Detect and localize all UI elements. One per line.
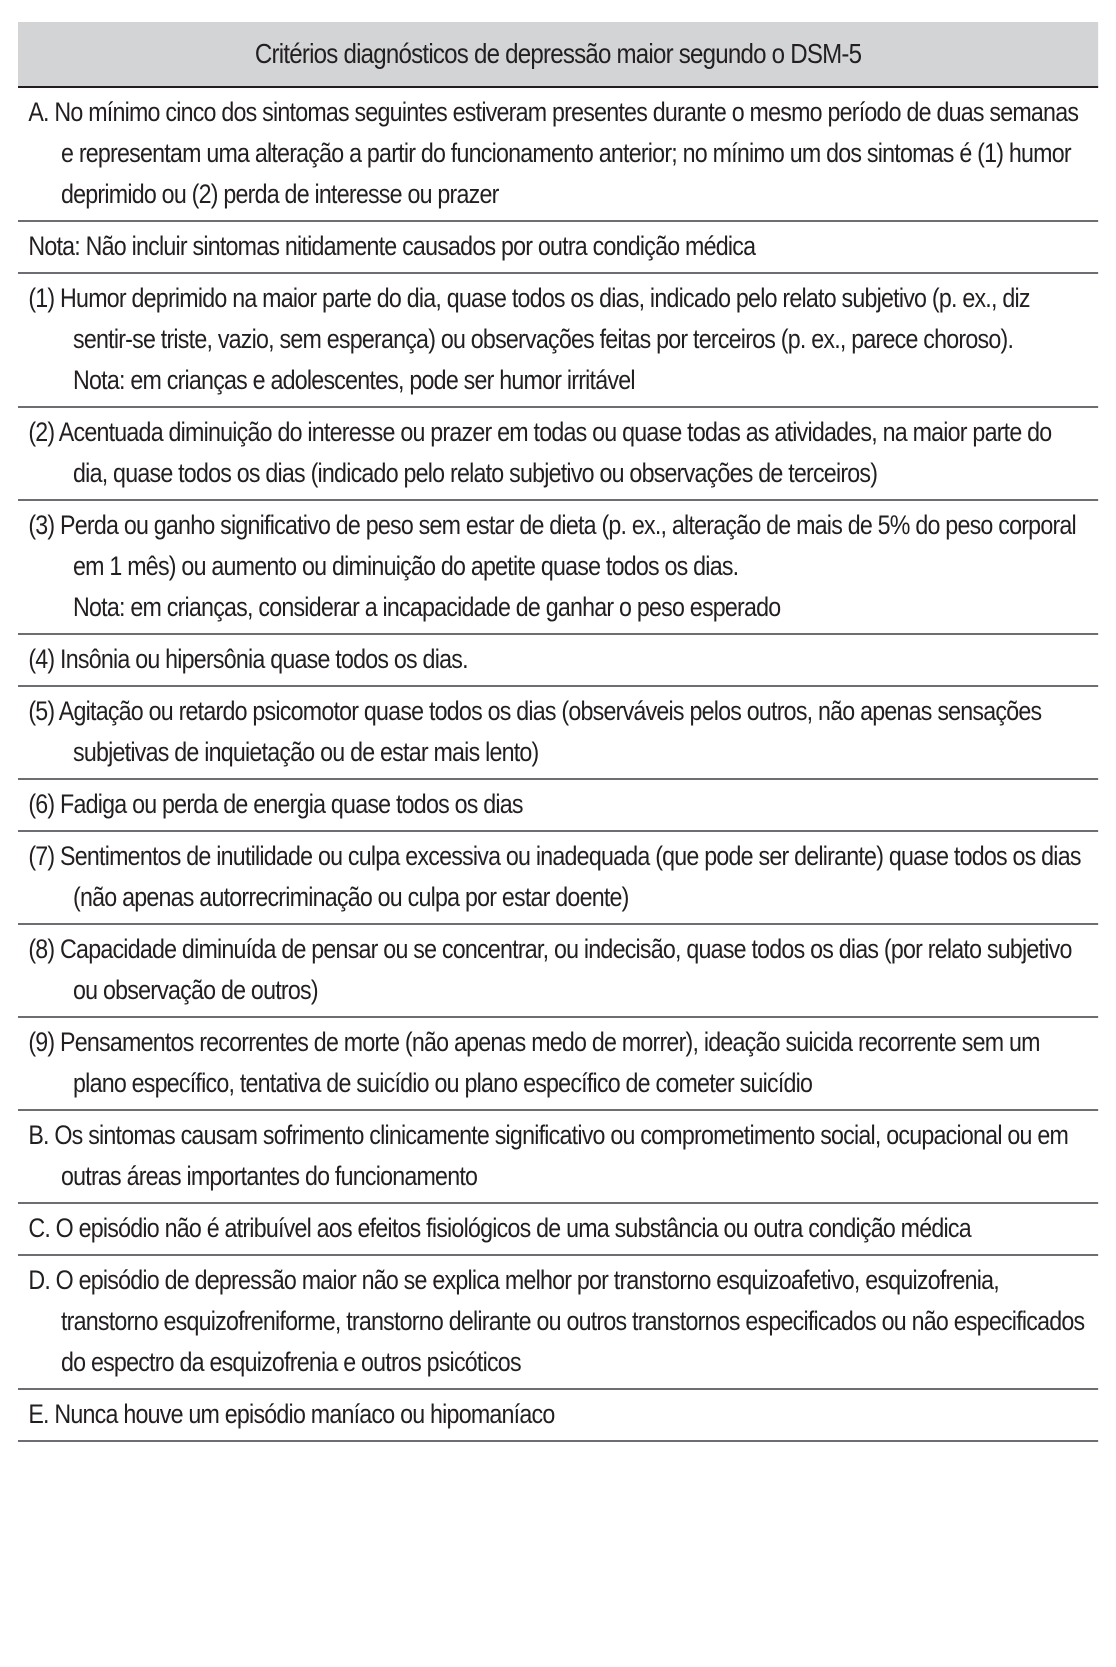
- criterion-b-row: [18, 1111, 1098, 1204]
- table-title: Critérios diagnósticos de depressão maior segundo o DSM-5: [18, 22, 1098, 88]
- symptom-1-text: (1) Humor deprimido na maior parte do dia, quase todos os dias, indicado pelo relato subjetivo (p. ex., diz sentir-se triste, vazio, sem esperança) ou observações feitas por terceiros (p. ex., parece choroso).: [28, 283, 1030, 354]
- symptom-7-text: (7) Sentimentos de inutilidade ou culpa excessiva ou inadequada (que pode ser delirante) quase todos os dias (não apenas autorrecriminação ou culpa por estar doente): [28, 841, 1081, 912]
- symptom-1-note: Nota: em crianças e adolescentes, pode ser humor irritável: [73, 365, 635, 395]
- criterion-c-row: [18, 1204, 1098, 1256]
- symptom-4-text: (4) Insônia ou hipersônia quase todos os dias.: [28, 644, 468, 674]
- criterion-e-row: [18, 1390, 1098, 1442]
- symptom-7-row: [18, 832, 1098, 925]
- criterion-e-text: E. Nunca houve um episódio maníaco ou hipomaníaco: [28, 1399, 555, 1429]
- criterion-c-text: C. O episódio não é atribuível aos efeitos fisiológicos de uma substância ou outra condição médica: [28, 1213, 971, 1243]
- symptom-2-row: [18, 408, 1098, 501]
- symptom-5-row: [18, 687, 1098, 780]
- criterion-b-text: B. Os sintomas causam sofrimento clinicamente significativo ou comprometimento social, ocupacional ou em outras áreas importantes do funcionamento: [28, 1120, 1069, 1191]
- symptom-3-text: (3) Perda ou ganho significativo de peso sem estar de dieta (p. ex., alteração de mais de 5% do peso corporal em 1 mês) ou aumento ou diminuição do apetite quase todos os dias.: [28, 510, 1076, 581]
- criteria-table: [18, 22, 1098, 1442]
- symptom-1-row: [18, 274, 1098, 408]
- symptom-2-text: (2) Acentuada diminuição do interesse ou prazer em todas ou quase todas as atividades, na maior parte do dia, quase todos os dias (indicado pelo relato subjetivo ou observações de terceiros): [28, 417, 1052, 488]
- criterion-d-text: D. O episódio de depressão maior não se explica melhor por transtorno esquizoafetivo, esquizofrenia, transtorno esquizofreniforme, transtorno delirante ou outros transtornos especificados ou não especificados do espectro da esquizofrenia e outros psicóticos: [28, 1265, 1085, 1377]
- symptom-8-text: (8) Capacidade diminuída de pensar ou se concentrar, ou indecisão, quase todos os dias (por relato subjetivo ou observação de outros): [28, 934, 1072, 1005]
- criterion-a-text: A. No mínimo cinco dos sintomas seguintes estiveram presentes durante o mesmo período de duas semanas e representam uma alteração a partir do funcionamento anterior; no mínimo um dos sintomas é (1) humor deprimido ou (2) perda de interesse ou prazer: [28, 97, 1079, 209]
- symptom-3-row: [18, 501, 1098, 635]
- symptom-6-text: (6) Fadiga ou perda de energia quase todos os dias: [28, 789, 523, 819]
- symptom-8-row: [18, 925, 1098, 1018]
- note-row: [18, 222, 1098, 274]
- symptom-6-row: [18, 780, 1098, 832]
- criterion-d-row: [18, 1256, 1098, 1390]
- criterion-a-row: [18, 88, 1098, 222]
- note-text: Nota: Não incluir sintomas nitidamente causados por outra condição médica: [28, 231, 756, 261]
- symptom-5-text: (5) Agitação ou retardo psicomotor quase todos os dias (observáveis pelos outros, não apenas sensações subjetivas de inquietação ou de estar mais lento): [28, 696, 1042, 767]
- symptom-9-row: [18, 1018, 1098, 1111]
- symptom-9-text: (9) Pensamentos recorrentes de morte (não apenas medo de morrer), ideação suicida recorrente sem um plano específico, tentativa de suicídio ou plano específico de cometer suicídio: [28, 1027, 1040, 1098]
- symptom-3-note: Nota: em crianças, considerar a incapacidade de ganhar o peso esperado: [73, 592, 781, 622]
- symptom-4-row: [18, 635, 1098, 687]
